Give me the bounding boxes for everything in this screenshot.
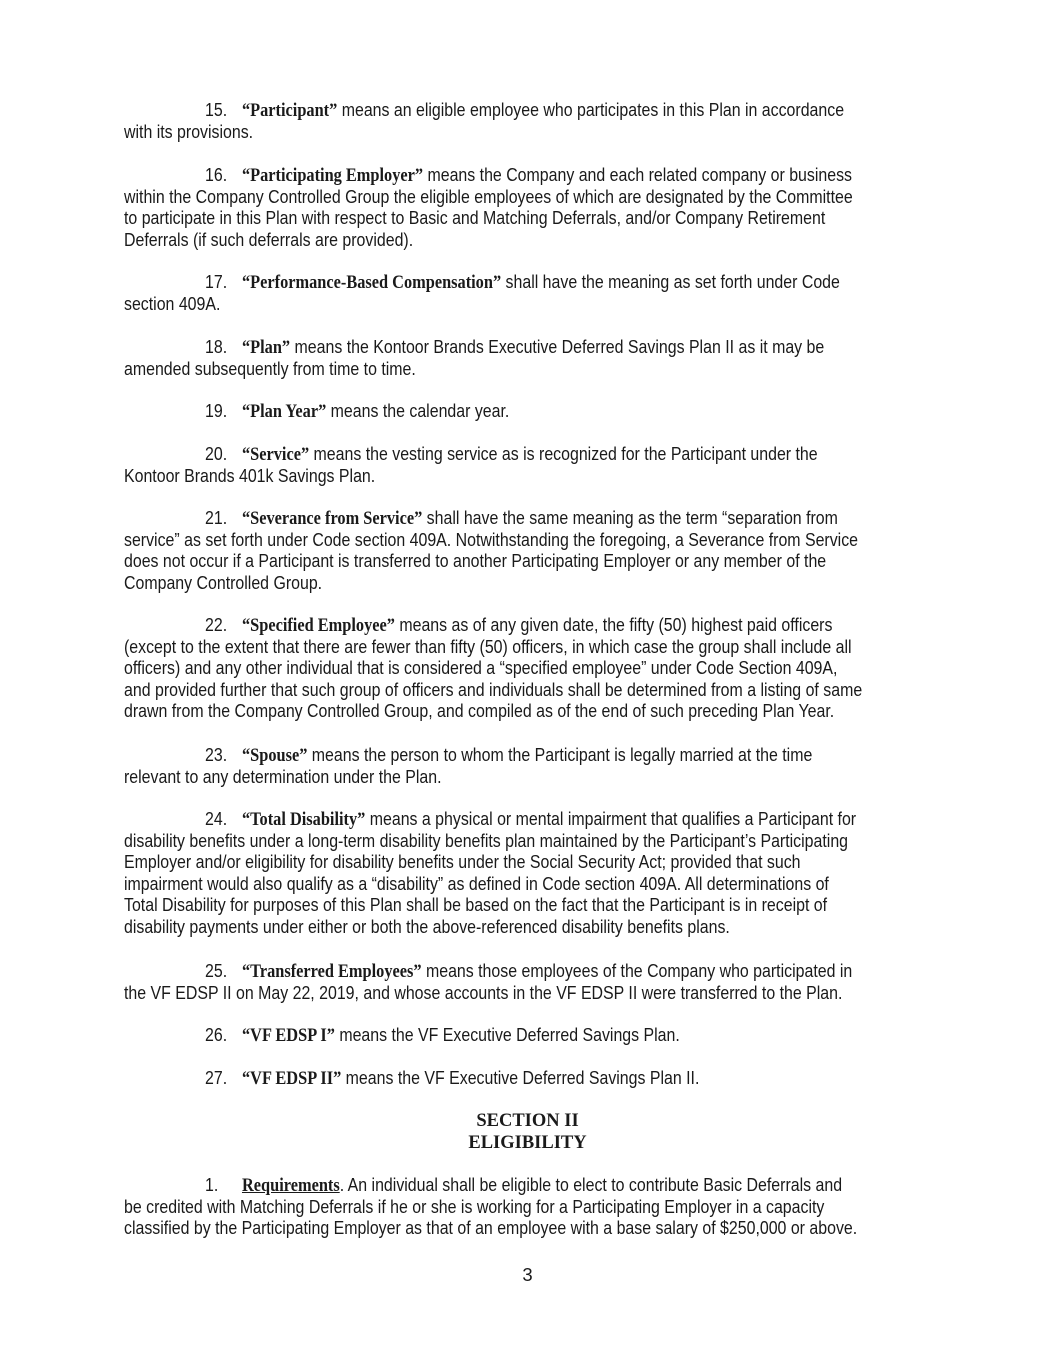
definition-line: [124, 636, 852, 658]
definition-line: [205, 1067, 699, 1090]
definition-text: within the Company Controlled Group the eligible employees of which are designated by the Committee: [124, 185, 853, 207]
definition-text: means as of any given date, the fifty (50) highest paid officers: [394, 614, 833, 635]
definition-line: [124, 358, 416, 380]
definition-line: [205, 443, 818, 466]
definition-line: [124, 916, 730, 938]
definition-text: means an eligible employee who participates in this Plan in accordance: [337, 99, 845, 120]
definition-term: “Plan”: [241, 337, 291, 358]
definition-text: does not occur if a Participant is transferred to another Participating Employer or any member of the: [124, 550, 827, 572]
definition-term: “Participating Employer”: [241, 165, 424, 186]
definition-line: [124, 851, 801, 873]
definition-line: [124, 293, 220, 315]
definition-number: 15.: [205, 99, 228, 120]
definition-number: 27.: [205, 1067, 228, 1088]
section-subtitle: ELIGIBILITY: [468, 1133, 587, 1153]
definition-line: [124, 550, 826, 572]
definition-line: [205, 99, 844, 122]
definition-line: [124, 766, 442, 788]
definition-text: drawn from the Company Controlled Group, and compiled as of the end of such preceding Plan Year.: [124, 700, 835, 722]
definition-text: means the VF Executive Deferred Savings Plan II.: [341, 1067, 700, 1088]
definition-line: [124, 873, 829, 895]
requirements-number: 1.: [205, 1174, 219, 1195]
definition-line: [205, 336, 824, 359]
definition-line: [124, 830, 848, 852]
definition-line: [205, 164, 852, 187]
requirements-line: [205, 1174, 842, 1197]
definition-line: [205, 960, 852, 983]
definition-line: [205, 744, 812, 767]
definition-number: 23.: [205, 744, 228, 765]
definition-text: Deferrals (if such deferrals are provided).: [124, 228, 414, 250]
definition-number: 18.: [205, 336, 228, 357]
requirements-line: [124, 1196, 824, 1218]
definition-text: to participate in this Plan with respect to Basic and Matching Deferrals, and/or Company Retirement: [124, 207, 826, 229]
definition-text: with its provisions.: [124, 120, 254, 142]
definition-line: [124, 572, 322, 594]
definition-term: “Performance-Based Compensation”: [241, 272, 502, 293]
definition-text: amended subsequently from time to time.: [124, 357, 416, 379]
requirements-text: classified by the Participating Employer as that of an employee with a base salary of $250,000 or above.: [124, 1217, 858, 1239]
definition-text: Company Controlled Group.: [124, 571, 323, 593]
definition-text: and provided further that such group of officers and individuals shall be determined from a listing of same: [124, 678, 863, 700]
definition-number: 25.: [205, 960, 228, 981]
definition-line: [205, 808, 856, 831]
definition-term: “VF EDSP I”: [241, 1025, 335, 1046]
definition-text: means the vesting service as is recognized for the Participant under the: [309, 443, 818, 464]
definition-line: [124, 657, 837, 679]
definition-line: [124, 121, 253, 143]
definition-text: officers) and any other individual that is considered a “specified employee” under Code Section 409A,: [124, 657, 838, 679]
definition-text: Kontoor Brands 401k Savings Plan.: [124, 464, 376, 486]
definition-term: “Spouse”: [241, 745, 308, 766]
definition-text: impairment would also qualify as a “disability” as defined in Code section 409A. All determinations of: [124, 872, 829, 894]
definition-line: [124, 700, 834, 722]
definition-term: “Transferred Employees”: [241, 961, 422, 982]
definition-number: 19.: [205, 400, 228, 421]
definition-text: disability payments under either or both the above-referenced disability benefits plans.: [124, 916, 730, 937]
definition-term: “Total Disability”: [241, 809, 366, 830]
definition-term: “Plan Year”: [241, 401, 327, 422]
definition-text: Employer and/or eligibility for disability benefits under the Social Security Act; provided that such: [124, 851, 801, 873]
definition-number: 16.: [205, 164, 228, 185]
definition-line: [124, 982, 842, 1004]
requirements-text: . An individual shall be eligible to elect to contribute Basic Deferrals and: [339, 1174, 843, 1195]
definition-line: [205, 271, 840, 294]
section-title: SECTION II: [476, 1111, 579, 1131]
definition-line: [124, 207, 825, 229]
definition-text: means the calendar year.: [326, 400, 510, 421]
definition-number: 24.: [205, 808, 228, 829]
requirements-term: Requirements: [241, 1175, 340, 1196]
definition-number: 22.: [205, 614, 228, 635]
definition-line: [124, 894, 827, 916]
definition-text: disability benefits under a long-term disability benefits plan maintained by the Participant’s Participating: [124, 829, 849, 851]
definition-line: [124, 465, 375, 487]
definition-text: means the Kontoor Brands Executive Deferred Savings Plan II as it may be: [290, 336, 825, 357]
definition-line: [124, 679, 862, 701]
definition-text: service” as set forth under Code section 409A. Notwithstanding the foregoing, a Severance from Service: [124, 528, 859, 550]
definition-text: the VF EDSP II on May 22, 2019, and whose accounts in the VF EDSP II were transferred to the Plan.: [124, 981, 843, 1003]
definition-term: “Service”: [241, 444, 310, 465]
definition-number: 26.: [205, 1024, 228, 1045]
definition-text: (except to the extent that there are fewer than fifty (50) officers, in which case the group shall include all: [124, 635, 852, 657]
definition-term: “Participant”: [241, 100, 338, 121]
definition-number: 21.: [205, 507, 228, 528]
definition-text: shall have the meaning as set forth under Code: [501, 271, 840, 292]
requirements-line: [124, 1217, 857, 1239]
definition-term: “Specified Employee”: [241, 615, 395, 636]
definition-line: [124, 229, 413, 251]
definition-text: means the person to whom the Participant is legally married at the time: [307, 744, 813, 765]
definition-line: [205, 400, 509, 423]
definition-line: [205, 1024, 680, 1047]
definition-number: 20.: [205, 443, 228, 464]
definition-text: Total Disability for purposes of this Plan shall be based on the fact that the Participant is in receipt of: [124, 894, 828, 916]
definition-text: section 409A.: [124, 292, 221, 314]
page-number: 3: [522, 1264, 533, 1285]
definition-text: means the VF Executive Deferred Savings Plan.: [334, 1024, 680, 1045]
definition-text: means those employees of the Company who participated in: [421, 960, 853, 981]
definition-number: 17.: [205, 271, 228, 292]
requirements-text: be credited with Matching Deferrals if he or she is working for a Participating Employer in a capacity: [124, 1195, 825, 1217]
definition-text: relevant to any determination under the Plan.: [124, 765, 442, 787]
definition-term: “Severance from Service”: [241, 508, 423, 529]
definition-text: means a physical or mental impairment that qualifies a Participant for: [365, 808, 857, 829]
definition-term: “VF EDSP II”: [241, 1068, 342, 1089]
definition-line: [124, 529, 858, 551]
definition-text: means the Company and each related company or business: [423, 164, 853, 185]
definition-line: [205, 507, 838, 530]
definition-line: [205, 614, 832, 637]
definition-line: [124, 186, 853, 208]
definition-text: shall have the same meaning as the term “separation from: [422, 507, 838, 528]
